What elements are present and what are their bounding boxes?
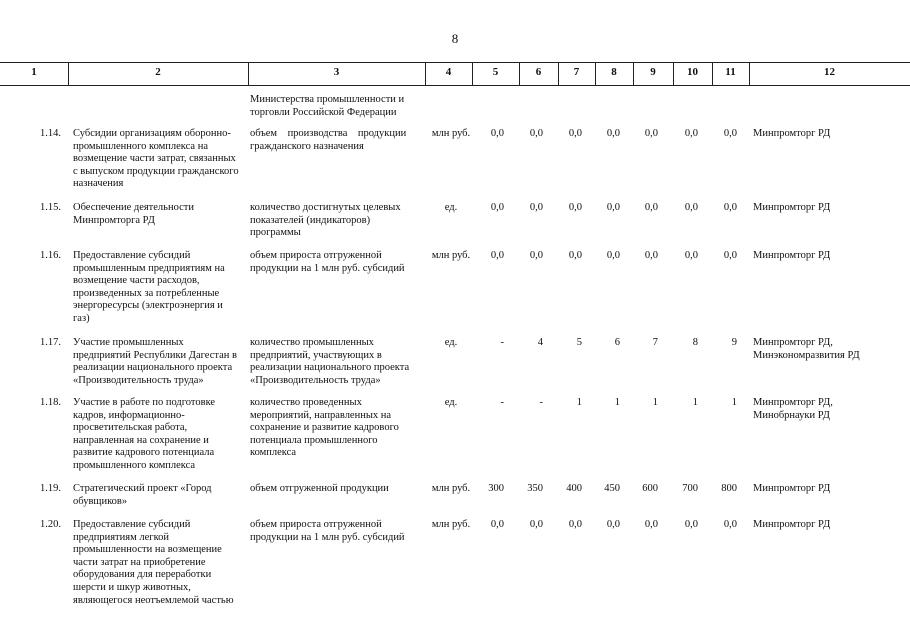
row-executor: Минпромторг РД [753,202,831,213]
column-header: 1 [31,66,37,78]
column-header: 2 [155,66,161,78]
row-value: 0,0 [684,128,698,139]
row-value: 0,0 [644,250,658,261]
row-value: 400 [566,483,582,494]
row-value: 700 [682,483,698,494]
row-value: 1 [614,397,620,408]
row-value: 300 [488,483,504,494]
row-number: 1.19. [40,483,61,494]
row-executor: Минпромторг РД [753,250,831,261]
row-activity: Предоставление субсидий предприятиям легкой промышленности на возмещение части затрат на приобретение оборудования для переработки шерсти и шкур животных, являющегося неотъемлемой частью [73,519,234,606]
continuation-text: Министерства промышленности и торговли Российской Федерации [250,94,405,118]
row-unit: ед. [444,397,458,408]
row-value: 0,0 [606,202,620,213]
row-value: 9 [731,337,737,348]
row-value: 0,0 [529,250,543,261]
column-header: 7 [573,66,580,78]
row-value: 5 [576,337,582,348]
row-value: 0,0 [644,519,658,530]
row-number: 1.20. [40,519,61,530]
row-value: 0,0 [606,519,620,530]
row-value: 0,0 [529,519,543,530]
row-value: 450 [604,483,620,494]
column-header: 4 [445,66,452,78]
row-number: 1.18. [40,397,61,408]
row-value: 0,0 [606,128,620,139]
row-number: 1.16. [40,250,61,261]
row-indicator: объем прироста отгруженной продукции на 1 млн руб. субсидий [250,519,405,543]
row-number: 1.17. [40,337,61,348]
row-value: 350 [527,483,543,494]
row-value: 0,0 [490,202,504,213]
row-value: 0,0 [490,128,504,139]
column-header: 12 [824,66,835,78]
row-value: 6 [614,337,620,348]
row-executor: Минпромторг РД, Минэкономразвития РД [753,337,860,361]
row-executor: Минпромторг РД [753,128,831,139]
row-indicator: количество проведенных мероприятий, направленных на сохранение и развитие кадрового потенциала промышленного комплекса [250,397,399,459]
row-indicator: количество промышленных предприятий, участвующих в реализации национального проекта «Производительность труда» [250,337,410,386]
row-unit: млн руб. [431,250,471,261]
row-value: - [500,337,504,348]
row-executor: Минпромторг РД [753,483,831,494]
row-value: 0,0 [644,128,658,139]
row-value: 0,0 [490,519,504,530]
row-value: 0,0 [568,202,582,213]
row-indicator: объем отгруженной продукции [250,483,389,494]
row-value: 0,0 [723,250,737,261]
row-activity: Участие в работе по подготовке кадров, информационно- просветительская работа, направленная на сохранение и развитие кадрового потенциала промышленного комплекса [73,397,216,471]
column-header: 9 [650,66,656,78]
row-value: 600 [642,483,658,494]
row-value: 1 [576,397,582,408]
row-value: 800 [721,483,737,494]
column-header: 5 [492,66,499,78]
row-executor: Минпромторг РД [753,519,831,530]
row-unit: млн руб. [431,519,471,530]
row-value: - [539,397,543,408]
row-activity: Участие промышленных предприятий Республики Дагестан в реализации национального проекта «Производительность труда» [73,337,237,386]
column-header: 3 [333,66,340,78]
row-value: 0,0 [723,519,737,530]
column-header: 8 [611,66,617,78]
row-indicator: количество достигнутых целевых показателей (индикаторов) программы [250,202,401,239]
row-value: 1 [652,397,658,408]
row-value: 0,0 [723,128,737,139]
row-activity: Обеспечение деятельности Минпромторга РД [73,202,194,226]
row-value: 0,0 [568,519,582,530]
row-value: 8 [692,337,698,348]
row-value: 4 [537,337,543,348]
row-unit: млн руб. [431,483,471,494]
row-value: 0,0 [723,202,737,213]
row-value: 0,0 [490,250,504,261]
row-indicator: объем производства продукции гражданского назначения [250,128,407,152]
row-unit: млн руб. [431,128,471,139]
page-number: 8 [451,31,459,46]
row-activity: Стратегический проект «Город обувщиков» [73,483,212,507]
row-activity: Субсидии организациям оборонно- промышленного комплекса на возмещение части затрат, связанных с выпуском продукции гражданского назначения [73,128,239,190]
row-value: - [500,397,504,408]
row-number: 1.15. [40,202,61,213]
row-value: 0,0 [568,128,582,139]
row-number: 1.14. [40,128,61,139]
table-top-rule [0,62,910,63]
column-header: 10 [687,66,698,78]
row-executor: Минпромторг РД, Минобрнауки РД [753,397,833,421]
row-value: 7 [652,337,658,348]
row-value: 0,0 [684,202,698,213]
row-value: 0,0 [644,202,658,213]
row-value: 0,0 [684,250,698,261]
row-value: 0,0 [529,128,543,139]
row-value: 1 [692,397,698,408]
row-value: 0,0 [568,250,582,261]
column-header: 11 [725,66,736,78]
row-value: 0,0 [529,202,543,213]
header-bottom-rule [0,85,910,86]
row-value: 0,0 [606,250,620,261]
row-value: 1 [731,397,737,408]
column-header: 6 [535,66,542,78]
row-value: 0,0 [684,519,698,530]
row-indicator: объем прироста отгруженной продукции на 1 млн руб. субсидий [250,250,405,274]
row-activity: Предоставление субсидий промышленным предприятиям на возмещение части расходов, произведенных за потребленные энергоресурсы (электроэнергия и газ) [73,250,225,324]
row-unit: ед. [444,337,458,348]
row-unit: ед. [444,202,458,213]
